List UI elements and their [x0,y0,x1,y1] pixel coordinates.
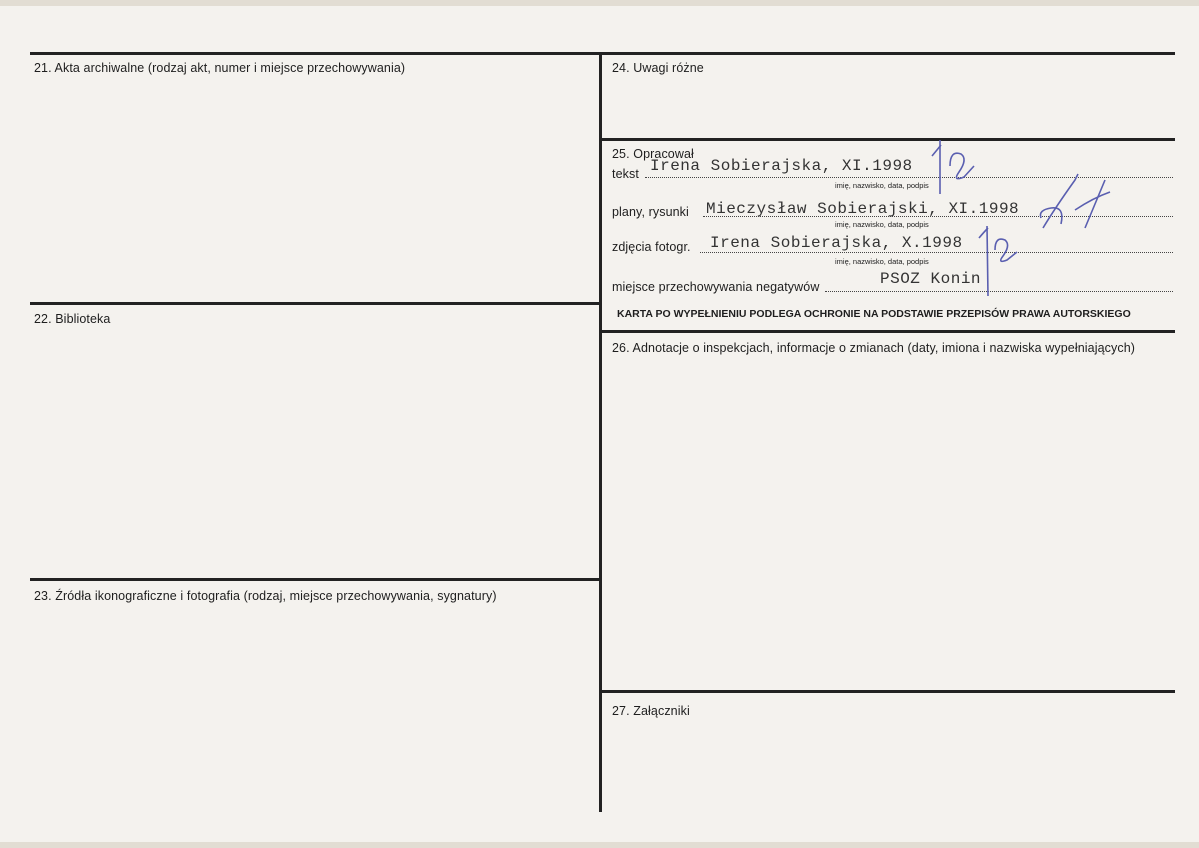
paper-top-edge [0,0,1199,6]
field-26-label: 26. Adnotacje o inspekcjach, informacje o zmianach (daty, imiona i nazwiska wypełniających) [612,341,1136,355]
plans-author-label: plany, rysunki [612,205,689,219]
center-divider [599,52,602,812]
text-author-caption: imię, nazwisko, data, podpis [835,181,929,190]
plans-author-caption: imię, nazwisko, data, podpis [835,220,929,229]
field-22-label: 22. Biblioteka [34,312,111,326]
photos-author-label: zdjęcia fotogr. [612,240,691,254]
negatives-location-label: miejsce przechowywania negatywów [612,280,820,294]
paper-bottom-edge [0,842,1199,848]
signature-plans [1035,170,1115,234]
photos-author-value: Irena Sobierajska, X.1998 [710,234,963,252]
text-author-label: tekst [612,167,639,181]
text-author-value: Irena Sobierajska, XI.1998 [650,157,913,175]
field-27-label: 27. Załączniki [612,704,690,718]
plans-author-value: Mieczysław Sobierajski, XI.1998 [706,200,1020,218]
rule-24-25 [600,138,1175,141]
negatives-location-value: PSOZ Konin [880,270,982,288]
signature-text-initials [928,136,982,198]
photos-author-caption: imię, nazwisko, data, podpis [835,257,929,266]
field-23-label: 23. Źródła ikonograficzne i fotografia (rodzaj, miejsce przechowywania, sygnatury) [34,589,497,603]
rule-26-27 [600,690,1175,693]
signature-photos-initials [975,220,1025,300]
field-21-label: 21. Akta archiwalne (rodzaj akt, numer i miejsce przechowywania) [34,61,406,75]
rule-22-23 [30,578,600,581]
field-25-title: 25. Opracował [612,147,694,161]
rule-21-22 [30,302,600,305]
rule-25-26 [600,330,1175,333]
top-rule [30,52,1175,55]
photos-author-dotted-line [700,252,1173,253]
copyright-notice: KARTA PO WYPEŁNIENIU PODLEGA OCHRONIE NA PODSTAWIE PRZEPISÓW PRAWA AUTORSKIEGO [617,308,1131,320]
field-24-label: 24. Uwagi różne [612,61,704,75]
